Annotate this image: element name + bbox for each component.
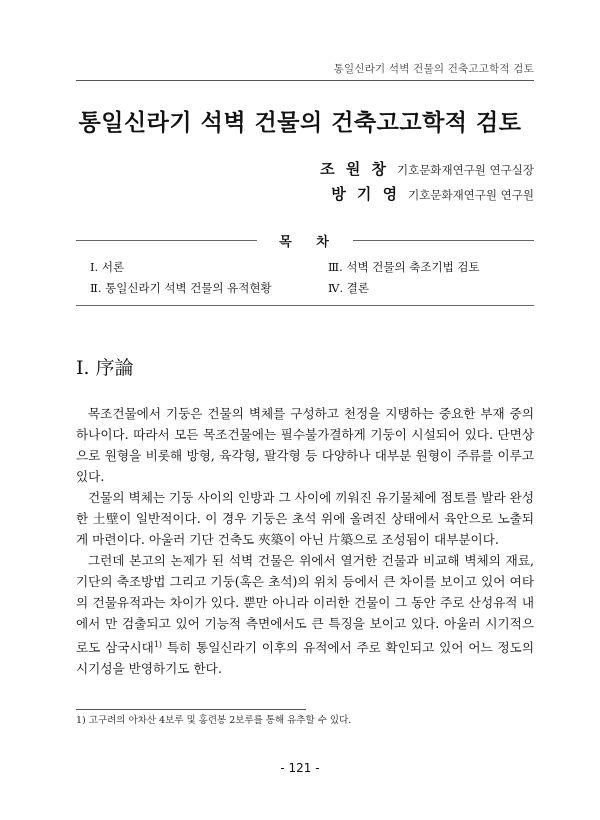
author-line bbox=[320, 158, 534, 179]
author-line bbox=[331, 183, 534, 204]
header-rule bbox=[76, 80, 534, 81]
toc-item: Ⅰ. 서론 bbox=[90, 260, 125, 274]
section-heading: Ⅰ. 序論 bbox=[76, 357, 134, 379]
toc-header bbox=[76, 231, 534, 250]
toc-item: Ⅲ. 석벽 건물의 축조기법 검토 bbox=[328, 260, 480, 274]
author-affiliation: 기호문화재연구원 연구실장 bbox=[397, 163, 534, 177]
footnote: 1) 고구려의 아차산 4보루 및 홍련봉 2보루를 통해 유추할 수 있다. bbox=[76, 715, 352, 726]
body-text bbox=[76, 403, 534, 679]
toc-rule-right bbox=[353, 240, 534, 241]
page-number: - 121 - bbox=[280, 761, 320, 775]
paragraph bbox=[76, 550, 534, 679]
toc-item: Ⅱ. 통일신라기 석벽 건물의 유적현황 bbox=[90, 281, 272, 295]
toc-heading: 목 차 bbox=[279, 235, 339, 250]
toc-item: Ⅳ. 결론 bbox=[328, 281, 370, 295]
author-name: 방 기 영 bbox=[331, 185, 401, 203]
toc-bottom-rule bbox=[76, 305, 534, 306]
paragraph-text: 특히 통일신라기 이후의 유적에서 주로 확인되고 있어 어느 정도의 시기성을 반영하기도 한다. bbox=[76, 640, 534, 677]
paper-title: 통일신라기 석벽 건물의 건축고고학적 검토 bbox=[78, 109, 522, 136]
author-affiliation: 기호문화재연구원 연구원 bbox=[408, 188, 534, 202]
paragraph-text: 그런데 본고의 논제가 된 석벽 건물은 위에서 열거한 건물과 비교해 벽체의 재료, 기단의 축조방법 그리고 기둥(혹은 초석)의 위치 등에서 큰 차이를 보이고 있어 여타의 건물유적과는 차이가 있다. 뿐만 아니라 이러한 건물이 그 동안 주로 산성유적 내에서 만 검출되고 있어 기능적 측면에서도 큰 특징을 보이고 있다. 아울러 시기적으로도 삼국시대 bbox=[76, 553, 534, 656]
paragraph: 목조건물에서 기둥은 건물의 벽체를 구성하고 천정을 지탱하는 중요한 부재 중의 하나이다. 따라서 모든 목조건물에는 필수불가결하게 기둥이 시설되어 있다. 단면상으로 원형을 비롯해 방형, 육각형, 팔각형 등 다양하나 대부분 원형이 주류를 이루고 있다. bbox=[76, 406, 534, 484]
toc-list bbox=[90, 259, 530, 296]
running-header: 통일신라기 석벽 건물의 건축고고학적 검토 bbox=[333, 63, 534, 75]
paragraph: 건물의 벽체는 기둥 사이의 인방과 그 사이에 끼워진 유기물체에 점토를 발라 완성한 土壁이 일반적이다. 이 경우 기둥은 초석 위에 올려진 상태에서 육안으로 노출되게 마련이다. 아울러 기단 건축도 夾築이 아닌 片築으로 조성됨이 대부분이다. bbox=[76, 490, 534, 547]
footnote-rule bbox=[76, 709, 306, 710]
footnote-ref: 1) bbox=[153, 640, 163, 649]
toc-rule-left bbox=[76, 240, 257, 241]
author-name: 조 원 창 bbox=[320, 160, 390, 178]
